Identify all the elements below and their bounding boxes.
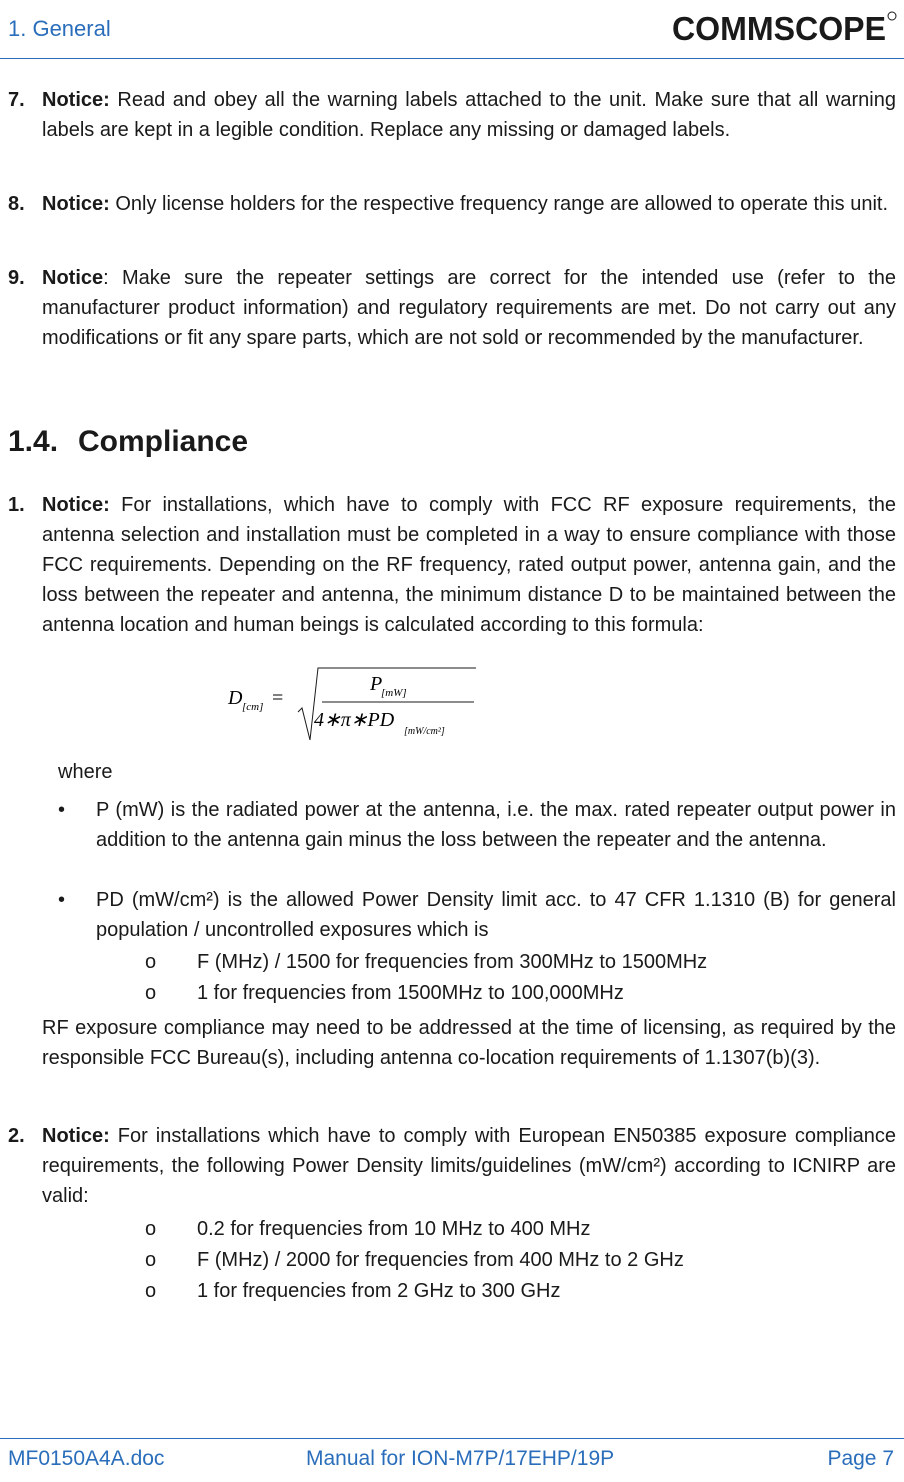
sub-bullet-item xyxy=(145,1245,684,1275)
page-header xyxy=(0,0,904,58)
sub-bullet-item xyxy=(145,1214,591,1244)
compliance-notice-1 xyxy=(8,490,896,640)
notice-label: Notice: xyxy=(42,193,110,215)
commscope-logo xyxy=(672,8,898,48)
sub-bullet-text: 1 for frequencies from 2 GHz to 300 GHz xyxy=(197,1280,561,1302)
footer-page-number: Page 7 xyxy=(827,1447,894,1470)
section-title: Compliance xyxy=(78,425,249,458)
sub-bullet-text: F (MHz) / 2000 for frequencies from 400 MHz to 2 GHz xyxy=(197,1249,684,1271)
bullet-text: PD (mW/cm²) is the allowed Power Density limit acc. to 47 CFR 1.1310 (B) for general population / uncontrolled exposures which is xyxy=(96,889,896,941)
notice-number: 1. xyxy=(8,494,25,516)
formula-denominator-subscript: [mW/cm²] xyxy=(404,726,445,737)
rf-exposure-paragraph: RF exposure compliance may need to be addressed at the time of licensing, as required by the responsible FCC Bureau(s), including antenna co-location requirements of 1.1307(b)(3). xyxy=(42,1017,896,1069)
notice-text: : Make sure the repeater settings are correct for the intended use (refer to the manufacturer product information) and regulatory requirements are met. Do not carry out any modifications or fit any spare parts, which are not sold or recommended by the manufacturer. xyxy=(42,267,896,349)
notice-label: Notice: xyxy=(42,494,110,516)
sub-bullet-item xyxy=(145,1276,561,1306)
sub-bullet-text: F (MHz) / 1500 for frequencies from 300MHz to 1500MHz xyxy=(197,951,708,973)
formula-lhs: D xyxy=(228,687,243,709)
header-rule xyxy=(0,58,904,59)
bullet-icon: • xyxy=(58,889,66,911)
notice-text: Read and obey all the warning labels attached to the unit. Make sure that all warning labels are kept in a legible condition. Replace any missing or damaged labels. xyxy=(42,89,896,141)
distance-formula xyxy=(222,660,482,742)
notice-label: Notice: xyxy=(42,1125,110,1147)
footer-manual-title: Manual for ION-M7P/17EHP/19P xyxy=(306,1447,615,1470)
bullet-text: P (mW) is the radiated power at the antenna, i.e. the max. rated repeater output power in addition to the antenna gain minus the loss between the repeater and the antenna. xyxy=(96,799,896,851)
sub-bullet-item xyxy=(145,947,707,977)
registered-mark-icon xyxy=(888,12,896,20)
formula-numerator-subscript: [mW] xyxy=(381,687,407,699)
sub-bullet-marker: o xyxy=(145,1218,157,1240)
notice-text: For installations which have to comply with European EN50385 exposure compliance requirements, the following Power Density limits/guidelines (mW/cm²) according to ICNIRP are valid: xyxy=(42,1125,896,1207)
sub-bullet-marker: o xyxy=(145,982,157,1004)
section-heading xyxy=(8,425,248,459)
sub-bullet-text: 0.2 for frequencies from 10 MHz to 400 MHz xyxy=(197,1218,591,1240)
notice-7 xyxy=(8,85,896,145)
notice-8 xyxy=(8,189,896,219)
footer-rule xyxy=(0,1438,904,1439)
chapter-title: 1. General xyxy=(8,16,111,41)
notice-number: 2. xyxy=(8,1125,25,1147)
notice-label: Notice: xyxy=(42,89,110,111)
formula-equals: = xyxy=(272,687,284,709)
footer-document-name: MF0150A4A.doc xyxy=(8,1447,165,1470)
sub-bullet-marker: o xyxy=(145,1249,157,1271)
notice-text: Only license holders for the respective frequency range are allowed to operate this unit. xyxy=(109,193,889,215)
notice-9 xyxy=(8,263,896,353)
sub-bullet-text: 1 for frequencies from 1500MHz to 100,000MHz xyxy=(197,982,624,1004)
compliance-notice-2 xyxy=(8,1121,896,1211)
section-number: 1.4. xyxy=(8,425,59,458)
formula-numerator: P xyxy=(370,673,383,695)
notice-number: 8. xyxy=(8,193,25,215)
where-label: where xyxy=(58,761,113,783)
sub-bullet-item xyxy=(145,978,624,1008)
bullet-item xyxy=(58,885,896,945)
notice-label: Notice xyxy=(42,267,104,289)
formula-lhs-subscript: [cm] xyxy=(242,701,264,713)
bullet-icon: • xyxy=(58,799,66,821)
bullet-item xyxy=(58,795,896,855)
notice-text: For installations, which have to comply with FCC RF exposure requirements, the antenna selection and installation must be completed in a way to ensure compliance with those FCC requirements. Depending on the RF frequency, rated output power, antenna gain, and the loss between the repeater and antenna, the minimum distance D to be maintained between the antenna location and human beings is calculated according to this formula: xyxy=(42,494,896,636)
sub-bullet-marker: o xyxy=(145,1280,157,1302)
notice-number: 9. xyxy=(8,267,25,289)
sub-bullet-marker: o xyxy=(145,951,157,973)
notice-number: 7. xyxy=(8,89,25,111)
logo-wordmark: COMMSCOPE xyxy=(672,10,886,47)
formula-denominator: 4∗π∗PD xyxy=(314,709,395,731)
